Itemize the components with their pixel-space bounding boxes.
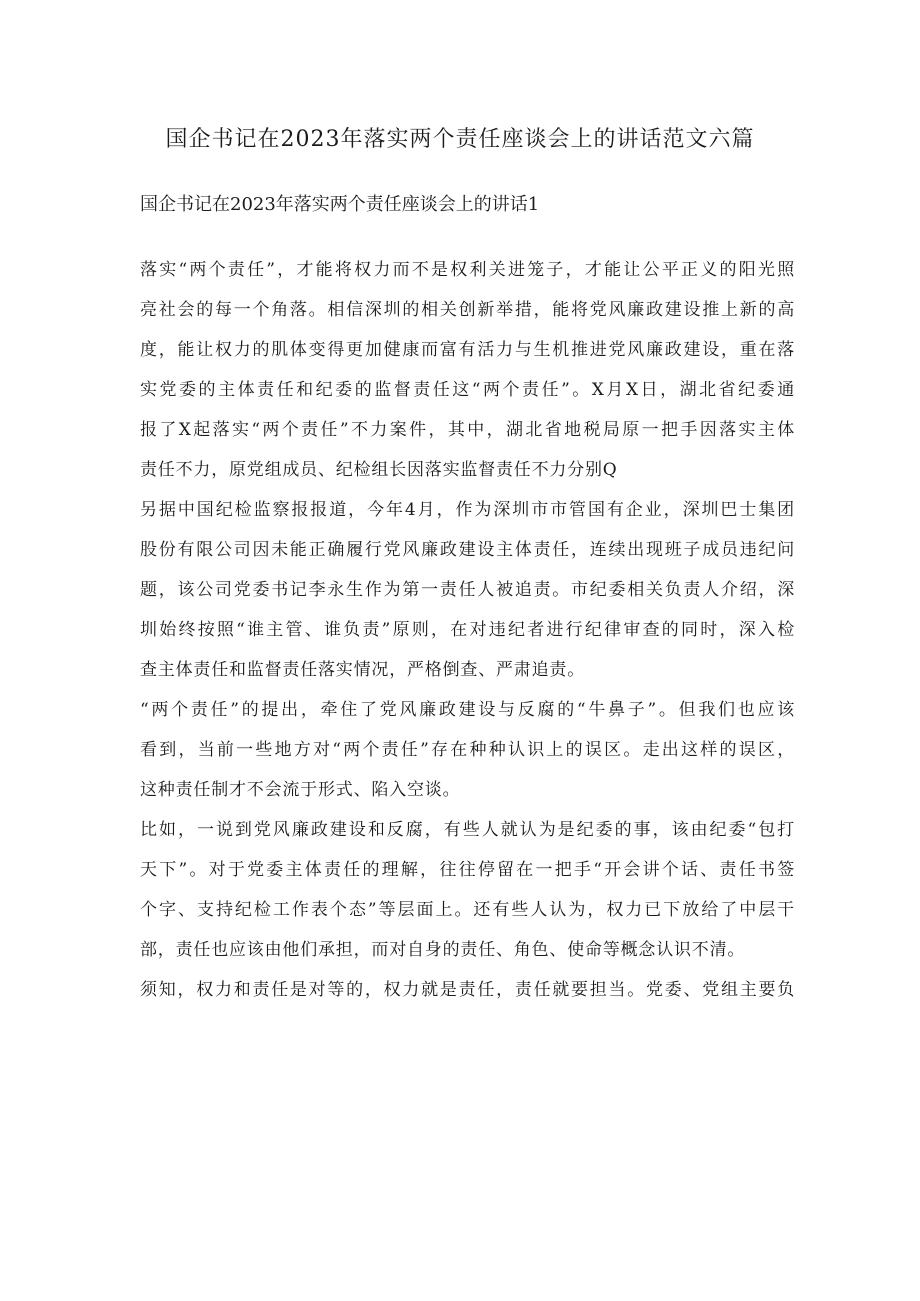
paragraph-line: 度，能让权力的肌体变得更加健康而富有活力与生机推进党风廉政建设，重在落 [140, 340, 795, 360]
paragraph-line: 部，责任也应该由他们承担，而对自身的责任、角色、使命等概念认识不清。 [140, 940, 746, 960]
paragraph-line: 股份有限公司因未能正确履行党风廉政建设主体责任，连续出现班子成员违纪问 [140, 540, 795, 560]
paragraph-line: 个字、支持纪检工作表个态”等层面上。还有些人认为，权力已下放给了中层干 [140, 900, 795, 920]
paragraph-line: 比如，一说到党风廉政建设和反腐，有些人就认为是纪委的事，该由纪委“包打 [140, 820, 795, 840]
paragraph-line: 落实“两个责任”，才能将权力而不是权利关进笼子，才能让公平正义的阳光照 [140, 260, 795, 280]
paragraph-line: 须知，权力和责任是对等的，权力就是责任，责任就要担当。党委、党组主要负 [140, 980, 795, 1000]
paragraph [140, 490, 795, 690]
paragraph-line: 看到，当前一些地方对“两个责任”存在种种认识上的误区。走出这样的误区， [140, 740, 795, 760]
paragraph-line: 这种责任制才不会流于形式、陷入空谈。 [140, 780, 461, 800]
document-body [140, 250, 795, 1010]
paragraph-line: 实党委的主体责任和纪委的监督责任这“两个责任”。X月X日，湖北省纪委通 [140, 380, 795, 400]
paragraph-line: 圳始终按照“谁主管、谁负责”原则，在对违纪者进行纪律审查的同时，深入检 [140, 620, 795, 640]
paragraph-line: 题，该公司党委书记李永生作为第一责任人被追责。市纪委相关负责人介绍，深 [140, 580, 795, 600]
paragraph-line: “两个责任”的提出，牵住了党风廉政建设与反腐的“牛鼻子”。但我们也应该 [140, 700, 795, 720]
paragraph [140, 810, 795, 970]
paragraph [140, 250, 795, 490]
paragraph-line: 另据中国纪检监察报报道，今年4月，作为深圳市市管国有企业，深圳巴士集团 [140, 500, 795, 520]
paragraph-line: 亮社会的每一个角落。相信深圳的相关创新举措，能将党风廉政建设推上新的高 [140, 300, 795, 320]
paragraph [140, 690, 795, 810]
paragraph [140, 970, 795, 1010]
paragraph-line: 报了X起落实“两个责任”不力案件，其中，湖北省地税局原一把手因落实主体 [140, 420, 795, 440]
paragraph-line: 责任不力，原党组成员、纪检组长因落实监督责任不力分别Q [140, 460, 618, 480]
section-heading: 国企书记在2023年落实两个责任座谈会上的讲话1 [140, 194, 540, 215]
paragraph-line: 天下”。对于党委主体责任的理解，往往停留在一把手“开会讲个话、责任书签 [140, 860, 795, 880]
document-title: 国企书记在2023年落实两个责任座谈会上的讲话范文六篇 [165, 127, 755, 152]
paragraph-line: 查主体责任和监督责任落实情况，严格倒查、严肃追责。 [140, 660, 585, 680]
